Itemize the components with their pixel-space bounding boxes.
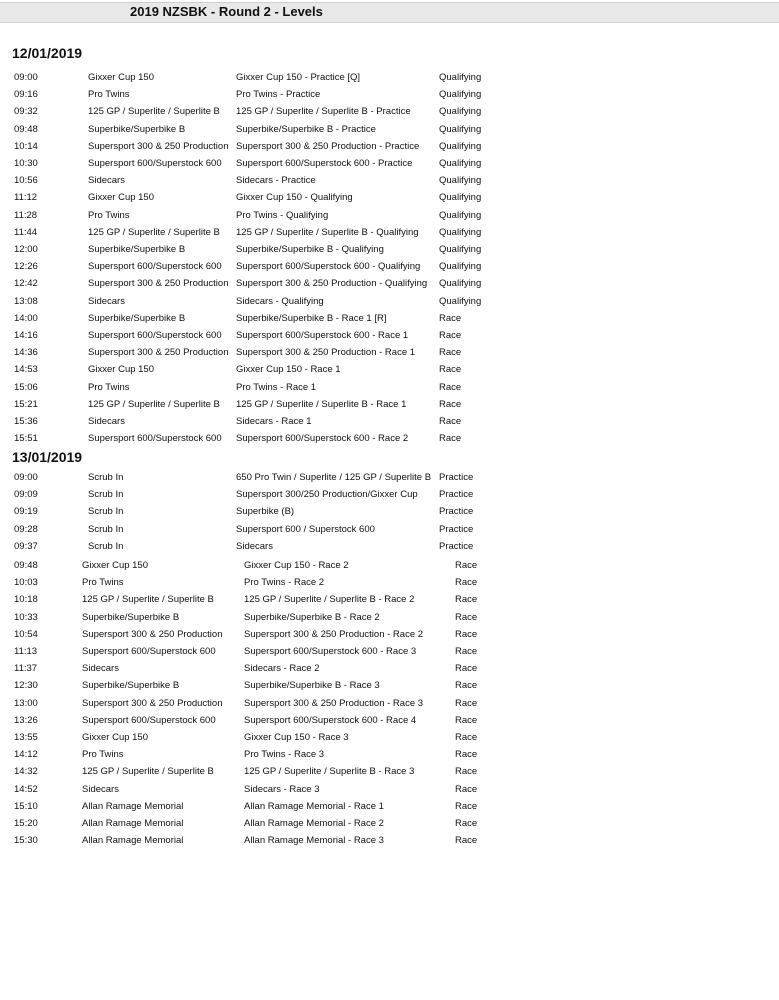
schedule-row [0, 382, 779, 399]
schedule-row [0, 124, 779, 141]
type-cell: Race [455, 697, 478, 709]
class-cell: Gixxer Cup 150 [88, 72, 155, 83]
session-cell: Supersport 300 & 250 Production - Race 2 [244, 628, 424, 640]
session-cell: Superbike/Superbike B - Race 1 [R] [236, 312, 387, 324]
type-cell: Qualifying [439, 72, 482, 83]
schedule-row [0, 89, 779, 106]
time-cell: 13:08 [14, 295, 38, 307]
time-cell: 14:16 [14, 330, 38, 341]
schedule-row [0, 296, 779, 313]
schedule-row [0, 629, 779, 646]
session-cell: Allan Ramage Memorial - Race 3 [244, 835, 384, 847]
schedule-row [0, 416, 779, 433]
schedule-row [0, 278, 779, 295]
type-cell: Qualifying [439, 209, 482, 221]
session-cell: Supersport 300 & 250 Production - Race 3 [244, 697, 424, 709]
type-cell: Race [455, 663, 478, 675]
class-cell: Scrub In [88, 489, 124, 501]
day2-date: 13/01/2019 [12, 449, 83, 465]
time-cell: 12:42 [14, 278, 38, 290]
class-cell: Superbike/Superbike B [88, 244, 186, 255]
type-cell: Qualifying [439, 175, 482, 187]
class-cell: Supersport 600/Superstock 600 [88, 261, 222, 273]
time-cell: 11:12 [14, 192, 38, 204]
time-cell: 11:13 [14, 646, 38, 657]
schedule-row [0, 801, 779, 818]
class-cell: Supersport 600/Superstock 600 [82, 646, 216, 657]
session-cell: Supersport 600/Superstock 600 - Race 3 [244, 646, 417, 657]
session-cell: Allan Ramage Memorial - Race 2 [244, 818, 384, 829]
time-cell: 10:18 [14, 594, 38, 606]
session-cell: Pro Twins - Race 1 [236, 381, 317, 393]
type-cell: Race [439, 433, 462, 445]
schedule-row [0, 244, 779, 261]
type-cell: Race [455, 732, 478, 743]
schedule-row [0, 680, 779, 697]
type-cell: Practice [439, 506, 474, 518]
session-cell: Allan Ramage Memorial - Race 1 [244, 800, 384, 812]
session-cell: 125 GP / Superlite / Superlite B - Qualifying [236, 226, 419, 238]
schedule-row [0, 594, 779, 611]
type-cell: Race [455, 766, 478, 778]
time-cell: 15:36 [14, 416, 38, 427]
class-cell: 125 GP / Superlite / Superlite B [88, 106, 220, 118]
schedule-row [0, 347, 779, 364]
class-cell: 125 GP / Superlite / Superlite B [82, 766, 214, 778]
session-cell: Supersport 600/Superstock 600 - Qualifying [236, 261, 421, 273]
session-cell: Supersport 300 & 250 Production - Race 1 [236, 347, 416, 359]
schedule-row [0, 835, 779, 852]
class-cell: Sidecars [88, 416, 125, 427]
session-cell: Superbike/Superbike B - Race 2 [244, 611, 380, 623]
class-cell: Scrub In [88, 540, 124, 552]
session-cell: Gixxer Cup 150 - Race 1 [236, 364, 341, 376]
class-cell: Superbike/Superbike B [82, 611, 180, 623]
session-cell: Sidecars - Race 2 [244, 663, 320, 675]
type-cell: Race [455, 835, 478, 847]
session-cell: Gixxer Cup 150 - Practice [Q] [236, 72, 361, 83]
session-cell: Sidecars - Race 3 [244, 783, 320, 795]
session-cell: Sidecars [236, 540, 273, 552]
class-cell: Supersport 300 & 250 Production [88, 278, 229, 290]
time-cell: 14:32 [14, 766, 38, 778]
time-cell: 13:26 [14, 714, 38, 726]
class-cell: Superbike/Superbike B [88, 123, 186, 135]
type-cell: Qualifying [439, 261, 482, 273]
class-cell: Superbike/Superbike B [88, 312, 186, 324]
time-cell: 13:00 [14, 697, 38, 709]
type-cell: Qualifying [439, 106, 482, 118]
time-cell: 10:14 [14, 140, 38, 152]
time-cell: 09:48 [14, 560, 38, 571]
time-cell: 12:26 [14, 261, 38, 273]
class-cell: Supersport 600/Superstock 600 [88, 433, 222, 445]
type-cell: Race [455, 611, 478, 623]
schedule-row [0, 560, 779, 577]
session-cell: Sidecars - Practice [236, 175, 316, 187]
class-cell: Sidecars [88, 175, 125, 187]
class-cell: Supersport 600/Superstock 600 [88, 330, 222, 341]
class-cell: Gixxer Cup 150 [82, 560, 149, 571]
type-cell: Race [455, 749, 478, 761]
time-cell: 09:19 [14, 506, 38, 518]
time-cell: 14:36 [14, 347, 38, 359]
type-cell: Qualifying [439, 295, 482, 307]
schedule-row [0, 227, 779, 244]
session-cell: Superbike/Superbike B - Qualifying [236, 244, 384, 255]
session-cell: Gixxer Cup 150 - Qualifying [236, 192, 353, 204]
schedule-row [0, 330, 779, 347]
class-cell: Scrub In [88, 523, 124, 535]
type-cell: Race [455, 577, 478, 589]
schedule-row [0, 818, 779, 835]
schedule-row [0, 698, 779, 715]
class-cell: 125 GP / Superlite / Superlite B [88, 226, 220, 238]
time-cell: 15:10 [14, 800, 38, 812]
session-cell: 650 Pro Twin / Superlite / 125 GP / Superlite B [236, 472, 432, 483]
schedule-row [0, 210, 779, 227]
type-cell: Qualifying [439, 140, 482, 152]
time-cell: 11:44 [14, 226, 38, 238]
schedule-row [0, 192, 779, 209]
time-cell: 14:00 [14, 312, 38, 324]
class-cell: Supersport 600/Superstock 600 [82, 714, 216, 726]
time-cell: 09:09 [14, 489, 38, 501]
time-cell: 11:28 [14, 209, 38, 221]
session-cell: Gixxer Cup 150 - Race 3 [244, 732, 349, 743]
class-cell: Scrub In [88, 472, 124, 483]
time-cell: 15:51 [14, 433, 38, 445]
time-cell: 12:00 [14, 244, 38, 255]
class-cell: 125 GP / Superlite / Superlite B [88, 398, 220, 410]
class-cell: Scrub In [88, 506, 124, 518]
session-cell: Supersport 300 & 250 Production - Qualifying [236, 278, 428, 290]
session-cell: Supersport 600/Superstock 600 - Practice [236, 158, 413, 169]
time-cell: 14:53 [14, 364, 38, 376]
session-cell: Pro Twins - Practice [236, 89, 321, 101]
schedule-row [0, 541, 779, 558]
class-cell: Allan Ramage Memorial [82, 835, 184, 847]
class-cell: Supersport 300 & 250 Production [82, 628, 223, 640]
type-cell: Race [455, 628, 478, 640]
schedule-row [0, 141, 779, 158]
day1-date: 12/01/2019 [12, 45, 83, 61]
session-cell: 125 GP / Superlite / Superlite B - Race 3 [244, 766, 415, 778]
schedule-row [0, 524, 779, 541]
session-cell: Gixxer Cup 150 - Race 2 [244, 560, 349, 571]
time-cell: 14:52 [14, 783, 38, 795]
schedule-row [0, 766, 779, 783]
session-cell: Sidecars - Race 1 [236, 416, 312, 427]
time-cell: 11:37 [14, 663, 38, 675]
type-cell: Race [455, 560, 478, 571]
time-cell: 09:16 [14, 89, 38, 101]
time-cell: 09:00 [14, 472, 38, 483]
type-cell: Race [455, 594, 478, 606]
schedule-row [0, 313, 779, 330]
class-cell: Superbike/Superbike B [82, 680, 180, 692]
time-cell: 09:00 [14, 72, 38, 83]
schedule-row [0, 489, 779, 506]
class-cell: Pro Twins [88, 89, 130, 101]
session-cell: Pro Twins - Race 2 [244, 577, 325, 589]
class-cell: Gixxer Cup 150 [88, 192, 155, 204]
schedule-row [0, 158, 779, 175]
schedule-row [0, 472, 779, 489]
session-cell: Pro Twins - Race 3 [244, 749, 325, 761]
schedule-row [0, 646, 779, 663]
schedule-row [0, 175, 779, 192]
type-cell: Race [439, 330, 462, 341]
session-cell: Superbike/Superbike B - Practice [236, 123, 376, 135]
type-cell: Practice [439, 540, 474, 552]
schedule-row [0, 749, 779, 766]
type-cell: Race [439, 398, 462, 410]
type-cell: Race [455, 680, 478, 692]
session-cell: Supersport 600/Superstock 600 - Race 1 [236, 330, 409, 341]
title-bar [0, 2, 779, 23]
type-cell: Race [455, 646, 478, 657]
type-cell: Qualifying [439, 123, 482, 135]
class-cell: Supersport 300 & 250 Production [88, 347, 229, 359]
session-cell: Superbike/Superbike B - Race 3 [244, 680, 380, 692]
schedule-row [0, 72, 779, 89]
class-cell: Gixxer Cup 150 [88, 364, 155, 376]
class-cell: Allan Ramage Memorial [82, 800, 184, 812]
type-cell: Qualifying [439, 89, 482, 101]
session-cell: Supersport 300/250 Production/Gixxer Cup [236, 489, 418, 501]
time-cell: 09:28 [14, 523, 38, 535]
class-cell: Pro Twins [88, 209, 130, 221]
class-cell: Sidecars [88, 295, 125, 307]
type-cell: Race [455, 818, 478, 829]
type-cell: Practice [439, 523, 474, 535]
class-cell: Allan Ramage Memorial [82, 818, 184, 829]
type-cell: Qualifying [439, 244, 482, 255]
time-cell: 10:33 [14, 611, 38, 623]
schedule-row [0, 732, 779, 749]
type-cell: Practice [439, 489, 474, 501]
time-cell: 09:37 [14, 540, 38, 552]
time-cell: 13:55 [14, 732, 38, 743]
schedule-row [0, 715, 779, 732]
session-cell: 125 GP / Superlite / Superlite B - Race 1 [236, 398, 407, 410]
time-cell: 15:06 [14, 381, 38, 393]
time-cell: 15:30 [14, 835, 38, 847]
session-cell: Superbike (B) [236, 506, 295, 518]
session-cell: 125 GP / Superlite / Superlite B - Practice [236, 106, 411, 118]
time-cell: 12:30 [14, 680, 38, 692]
schedule-row [0, 261, 779, 278]
schedule-row [0, 433, 779, 450]
class-cell: Supersport 300 & 250 Production [88, 140, 229, 152]
session-cell: Pro Twins - Qualifying [236, 209, 329, 221]
type-cell: Race [455, 800, 478, 812]
type-cell: Qualifying [439, 278, 482, 290]
session-cell: Supersport 600/Superstock 600 - Race 2 [236, 433, 409, 445]
session-cell: Sidecars - Qualifying [236, 295, 324, 307]
class-cell: Sidecars [82, 783, 119, 795]
class-cell: Sidecars [82, 663, 119, 675]
page-title: 2019 NZSBK - Round 2 - Levels [130, 4, 323, 19]
class-cell: Gixxer Cup 150 [82, 732, 149, 743]
type-cell: Qualifying [439, 226, 482, 238]
type-cell: Qualifying [439, 192, 482, 204]
type-cell: Race [439, 364, 462, 376]
time-cell: 10:54 [14, 628, 38, 640]
type-cell: Race [439, 312, 462, 324]
time-cell: 14:12 [14, 749, 38, 761]
class-cell: 125 GP / Superlite / Superlite B [82, 594, 214, 606]
time-cell: 15:21 [14, 398, 38, 410]
schedule-row [0, 399, 779, 416]
session-cell: Supersport 600/Superstock 600 - Race 4 [244, 714, 417, 726]
type-cell: Race [455, 714, 478, 726]
time-cell: 09:48 [14, 123, 38, 135]
class-cell: Pro Twins [82, 577, 124, 589]
time-cell: 10:56 [14, 175, 38, 187]
class-cell: Pro Twins [88, 381, 130, 393]
session-cell: Supersport 600 / Superstock 600 [236, 523, 375, 535]
time-cell: 09:32 [14, 106, 38, 118]
time-cell: 10:30 [14, 158, 38, 169]
type-cell: Race [455, 783, 478, 795]
type-cell: Practice [439, 472, 474, 483]
class-cell: Pro Twins [82, 749, 124, 761]
type-cell: Race [439, 381, 462, 393]
time-cell: 15:20 [14, 818, 38, 829]
schedule-row [0, 364, 779, 381]
type-cell: Qualifying [439, 158, 482, 169]
schedule-row [0, 577, 779, 594]
schedule-row [0, 663, 779, 680]
schedule-row [0, 612, 779, 629]
schedule-row [0, 106, 779, 123]
type-cell: Race [439, 347, 462, 359]
schedule-row [0, 506, 779, 523]
schedule-row [0, 784, 779, 801]
class-cell: Supersport 300 & 250 Production [82, 697, 223, 709]
class-cell: Supersport 600/Superstock 600 [88, 158, 222, 169]
session-cell: 125 GP / Superlite / Superlite B - Race 2 [244, 594, 415, 606]
session-cell: Supersport 300 & 250 Production - Practice [236, 140, 420, 152]
time-cell: 10:03 [14, 577, 38, 589]
type-cell: Race [439, 416, 462, 427]
